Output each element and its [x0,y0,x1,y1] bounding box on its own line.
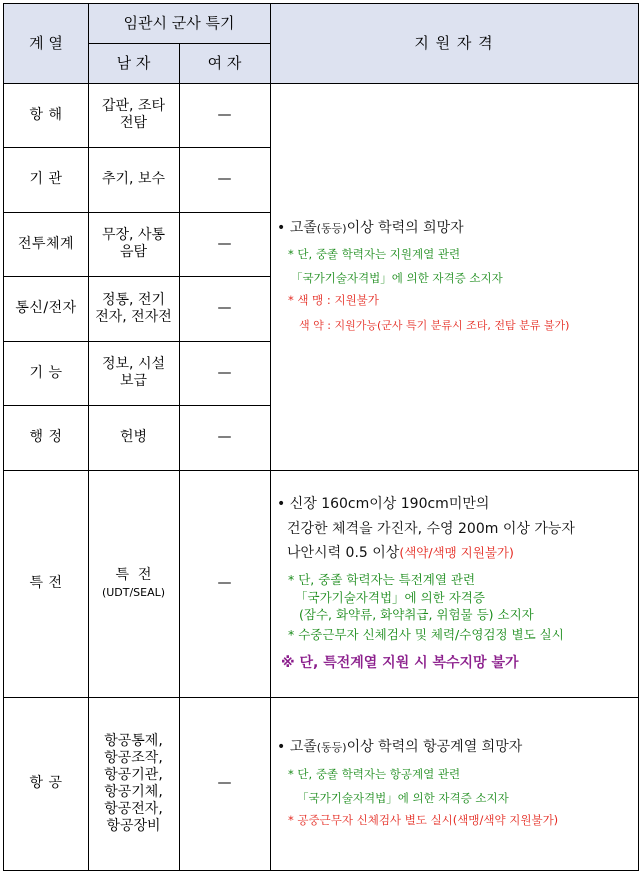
qual-aviation-bullet: • 고졸(동등)이상 학력의 항공계열 희망자 [277,739,523,755]
qual-aviation-red-1: * 공중근무자 신체검사 별도 실시(색맹/색약 지원불가) [288,813,559,827]
row-aviation-male: 항공통제, 항공조작, 항공기관, 항공기체, 항공전자, 항공장비 [104,732,163,834]
row-admin-male: 헌병 [119,429,148,445]
qual-general-note-1: * 단, 중졸 학력자는 지원계열 관련 [288,247,461,261]
qual-general-note-2: 「국가기술자격법」에 의한 자격증 소지자 [291,271,503,285]
row-comms-male: 정통, 전기 전자, 전자전 [95,291,172,325]
header-specialty-group: 임관시 군사 특기 [123,13,235,32]
row-navigation-male: 갑판, 조타 전탐 [102,98,165,131]
header-female: 여 자 [207,53,242,72]
header-qualification: 지 원 자 격 [414,33,494,52]
qual-special-line-2: 건강한 체격을 가진자, 수영 200m 이상 가능자 [287,521,575,537]
row-aviation-female: — [217,775,232,791]
row-technical-female: — [217,364,232,381]
row-special-female: — [217,575,232,591]
row-combat-systems-female: — [217,235,232,252]
qual-general-red-2: 색 약 : 지원가능(군사 특기 분류시 조타, 전탐 분류 불가) [299,319,570,332]
qual-special-note-1: * 단, 중졸 학력자는 특전계열 관련 [288,572,476,587]
qual-general-bullet: • 고졸(동등)이상 학력의 희망자 [277,220,464,236]
qual-special-warning: ※ 단, 특전계열 지원 시 복수지망 불가 [281,655,519,671]
row-admin-category: 행 정 [29,429,63,445]
row-engineering-category: 기 관 [29,171,63,187]
row-technical-category: 기 능 [29,364,63,381]
row-navigation-category: 항 해 [29,106,63,123]
qual-special-note-4: * 수중근무자 신체검사 및 체력/수영검정 별도 실시 [288,627,564,642]
qual-aviation-note-1: * 단, 중졸 학력자는 항공계열 관련 [288,767,461,781]
row-engineering-male: 추기, 보수 [102,171,165,187]
row-admin-female: — [217,429,232,445]
row-special-male [88,470,179,697]
row-combat-systems-male: 무장, 사통 음탐 [102,227,165,260]
qual-aviation-note-2: 「국가기술자격법」에 의한 자격증 소지자 [297,791,509,805]
qual-special-line-3: 나안시력 0.5 이상(색약/색맹 지원불가) [287,545,514,561]
row-comms-category: 통신/전자 [15,300,77,316]
row-special-male-label: 특 전 [115,566,152,583]
row-comms-female: — [217,300,232,316]
row-combat-systems-category: 전투체계 [17,235,75,252]
row-aviation-category: 항 공 [29,775,63,791]
row-navigation-female: — [217,106,232,123]
qual-special-line-1: • 신장 160cm이상 190cm미만의 [277,496,490,512]
row-technical-male: 정보, 시설 보급 [102,356,165,389]
qual-special-note-2: 「국가기술자격법」에 의한 자격증 [295,590,485,605]
row-special-male-sub: (UDT/SEAL) [101,585,166,599]
row-special-category: 특 전 [29,575,63,591]
header-category: 계 열 [29,33,63,52]
header-male: 남 자 [116,53,151,72]
qual-special-note-3: (잠수, 화약류, 화약취급, 위험물 등) 소지자 [299,607,534,622]
row-engineering-female: — [217,171,232,187]
qual-general-red-1: * 색 맹 : 지원불가 [288,293,379,307]
